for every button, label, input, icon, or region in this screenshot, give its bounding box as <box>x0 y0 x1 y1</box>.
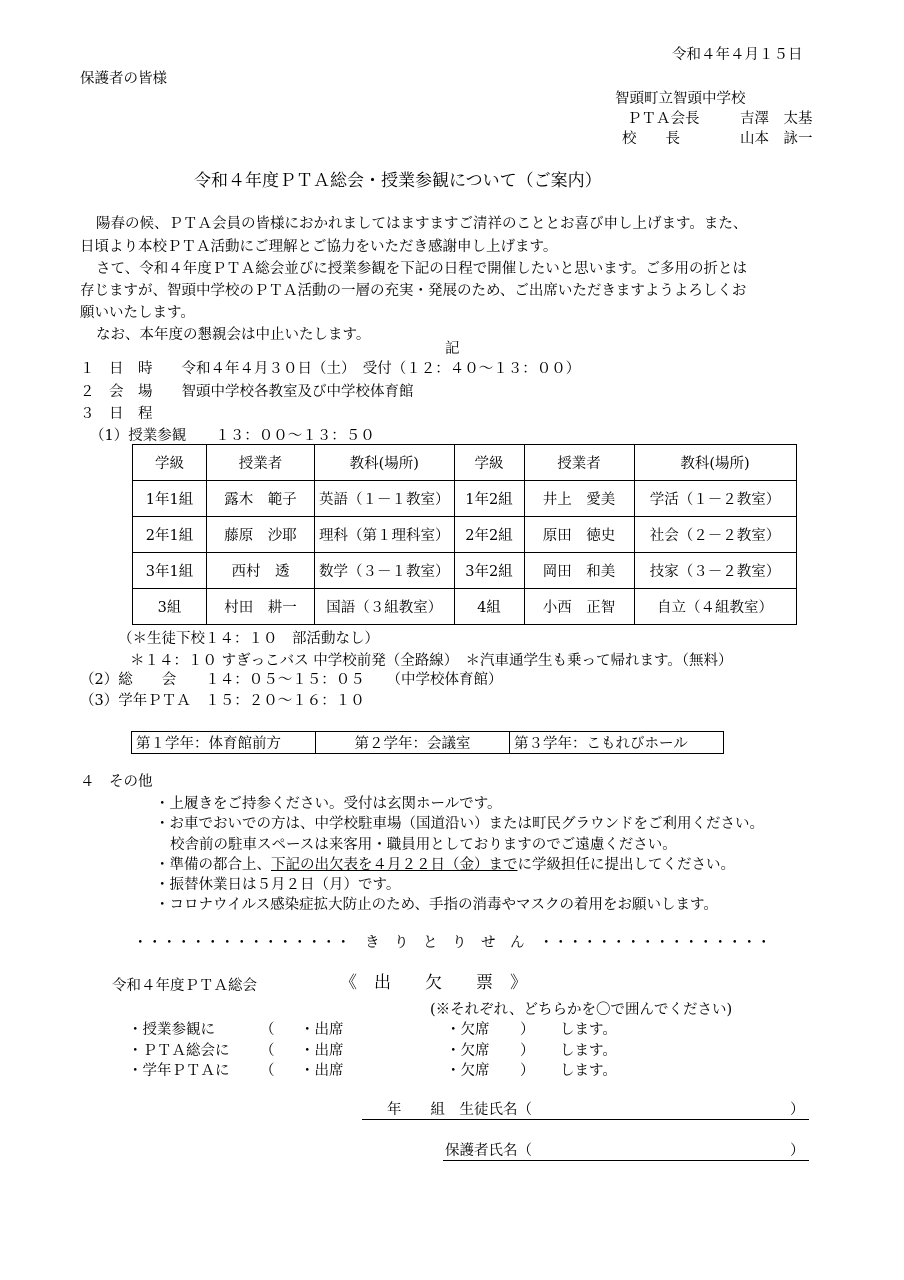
table-header-row <box>133 445 797 481</box>
parent-name-label: 保護者氏名（ <box>445 1143 532 1159</box>
open-paren: （ <box>260 1063 275 1079</box>
attendance-label: ・学年ＰＴＡに <box>128 1063 230 1079</box>
absent-option[interactable]: ・欠席 <box>446 1022 490 1038</box>
ki-mark: 記 <box>445 341 460 357</box>
open-paren: （ <box>260 1022 275 1038</box>
close-paren: ） <box>520 1022 535 1038</box>
table-row <box>132 732 724 754</box>
table-cell: 藤原 沙耶 <box>207 517 315 553</box>
table-cell: 1年2組 <box>454 481 524 517</box>
form-title: 《 出 欠 票 》 <box>340 973 527 993</box>
dismissal-note: （＊生徒下校１４：１０ 部活動なし） <box>118 631 379 647</box>
column-header: 教科(場所) <box>315 445 455 481</box>
document-date: 令和４年４月１５日 <box>672 47 803 63</box>
bus-note: ＊１４：１０ すぎっこバス 中学校前発（全路線） ＊汽車通学生も乗って帰れます。（無料） <box>130 653 733 669</box>
close-paren: ） <box>520 1063 535 1079</box>
room-grade-2: 第２学年：会議室 <box>316 732 510 754</box>
present-option[interactable]: ・出席 <box>300 1022 344 1038</box>
intro-line: 陽春の候、ＰＴＡ会員の皆様におかれましてはますますご清祥のこととお喜び申し上げます。また、 <box>96 216 748 232</box>
table-cell: 理科（第１理科室） <box>315 517 455 553</box>
room-grade-1: 第１学年：体育館前方 <box>132 732 316 754</box>
pta-president-role: ＰＴＡ会長 <box>627 111 700 127</box>
attendance-label: ・ＰＴＡ総会に <box>128 1043 230 1059</box>
table-cell: 岡田 和美 <box>524 553 634 589</box>
intro-line: 願いいたします。 <box>80 305 195 321</box>
table-cell: 西村 透 <box>207 553 315 589</box>
present-option[interactable]: ・出席 <box>300 1063 344 1079</box>
addressee: 保護者の皆様 <box>80 71 167 87</box>
table-row <box>133 481 797 517</box>
item-venue: ２ 会 場 智頭中学校各教室及び中学校体育館 <box>80 384 414 400</box>
student-name-field[interactable] <box>362 1119 809 1120</box>
school-name: 智頭町立智頭中学校 <box>615 91 746 107</box>
other-bullet-text: ・準備の都合上、 <box>155 857 271 873</box>
other-bullet: ・お車でおいでの方は、中学校駐車場（国道沿い）または町民グラウンドをご利用ください。 <box>155 816 764 832</box>
absent-option[interactable]: ・欠席 <box>446 1043 490 1059</box>
suffix: します。 <box>560 1022 617 1038</box>
suffix: します。 <box>560 1063 617 1079</box>
pta-president-name: 吉澤 太基 <box>740 111 813 127</box>
table-cell: 3組 <box>133 589 207 625</box>
table-cell: 2年2組 <box>454 517 524 553</box>
page-title: 令和４年度ＰＴＡ総会・授業参観について（ご案内） <box>194 171 602 191</box>
student-name-label: 年 組 生徒氏名（ <box>387 1102 532 1118</box>
table-cell: 英語（１－１教室） <box>315 481 455 517</box>
parent-close-paren: ） <box>790 1143 805 1159</box>
table-cell: 技家（３－２教室） <box>634 553 796 589</box>
column-header: 学級 <box>133 445 207 481</box>
table-row <box>133 517 797 553</box>
table-cell: 1年1組 <box>133 481 207 517</box>
open-paren: （ <box>260 1043 275 1059</box>
table-row <box>133 553 797 589</box>
cut-line: ・・・・・・・・・・・・・・・ き り と り せ ん ・・・・・・・・・・・・・・・・ <box>133 935 771 951</box>
deadline-underlined: 下記の出欠表を４月２２日（金）まで <box>271 857 518 873</box>
table-cell: 学活（１－２教室） <box>634 481 796 517</box>
principal-role: 校 長 <box>622 131 680 147</box>
table-cell: 原田 徳史 <box>524 517 634 553</box>
table-cell: 自立（４組教室） <box>634 589 796 625</box>
table-cell: 2年1組 <box>133 517 207 553</box>
form-instruction: (※それぞれ、どちらかを〇で囲んでください) <box>430 1002 733 1018</box>
table-cell: 数学（３－１教室） <box>315 553 455 589</box>
parent-name-field[interactable] <box>443 1160 809 1161</box>
intro-line: なお、本年度の懇親会は中止いたします。 <box>96 327 371 343</box>
form-event: 令和４年度ＰＴＡ総会 <box>112 978 257 994</box>
grade-pta-heading: （3）学年ＰＴＡ １５：２０～１６：１０ <box>80 693 365 709</box>
other-heading: ４ その他 <box>80 774 153 790</box>
table-cell: 3年2組 <box>454 553 524 589</box>
other-bullet <box>155 856 735 874</box>
lesson-table <box>132 444 797 625</box>
attendance-label: ・授業参観に <box>128 1022 215 1038</box>
lesson-heading: （1）授業参観 １３：００～１３：５０ <box>90 428 375 444</box>
present-option[interactable]: ・出席 <box>300 1043 344 1059</box>
suffix: します。 <box>560 1043 617 1059</box>
general-meeting: （2）総 会 １４：０５～１５：０５ （中学校体育館） <box>80 672 503 688</box>
item-datetime: １ 日 時 令和４年４月３０日（土） 受付（１２：４０～１３：００） <box>80 361 581 377</box>
absent-option[interactable]: ・欠席 <box>446 1063 490 1079</box>
column-header: 教科(場所) <box>634 445 796 481</box>
column-header: 授業者 <box>207 445 315 481</box>
intro-line: 存じますが、智頭中学校のＰＴＡ活動の一層の充実・発展のため、ご出席いただきますようよろしくお <box>80 283 747 299</box>
intro-line: さて、令和４年度ＰＴＡ総会並びに授業参観を下記の日程で開催したいと思います。ご多用の折とは <box>96 261 748 277</box>
table-cell: 3年1組 <box>133 553 207 589</box>
other-bullet: ・振替休業日は５月２日（月）です。 <box>155 877 401 893</box>
other-bullet-text: に学級担任に提出してください。 <box>517 857 735 873</box>
grade-pta-rooms <box>131 731 724 754</box>
intro-line: 日頃より本校ＰＴＡ活動にご理解とご協力をいただき感謝申し上げます。 <box>80 239 558 255</box>
other-bullet: 校舎前の駐車スペースは来客用・職員用としておりますのでご遠慮ください。 <box>170 837 677 853</box>
room-grade-3: 第３学年：こもれびホール <box>510 732 724 754</box>
principal-name: 山本 詠一 <box>740 131 813 147</box>
student-close-paren: ） <box>790 1102 805 1118</box>
table-cell: 小西 正智 <box>524 589 634 625</box>
table-cell: 社会（２－２教室） <box>634 517 796 553</box>
column-header: 学級 <box>454 445 524 481</box>
table-cell: 井上 愛美 <box>524 481 634 517</box>
table-cell: 露木 範子 <box>207 481 315 517</box>
other-bullet: ・コロナウイルス感染症拡大防止のため、手指の消毒やマスクの着用をお願いします。 <box>155 897 718 913</box>
table-row <box>133 589 797 625</box>
column-header: 授業者 <box>524 445 634 481</box>
table-cell: 4組 <box>454 589 524 625</box>
table-cell: 国語（３組教室） <box>315 589 455 625</box>
table-cell: 村田 耕一 <box>207 589 315 625</box>
item-schedule: ３ 日 程 <box>80 406 153 422</box>
other-bullet: ・上履きをご持参ください。受付は玄関ホールです。 <box>155 796 502 812</box>
close-paren: ） <box>520 1043 535 1059</box>
